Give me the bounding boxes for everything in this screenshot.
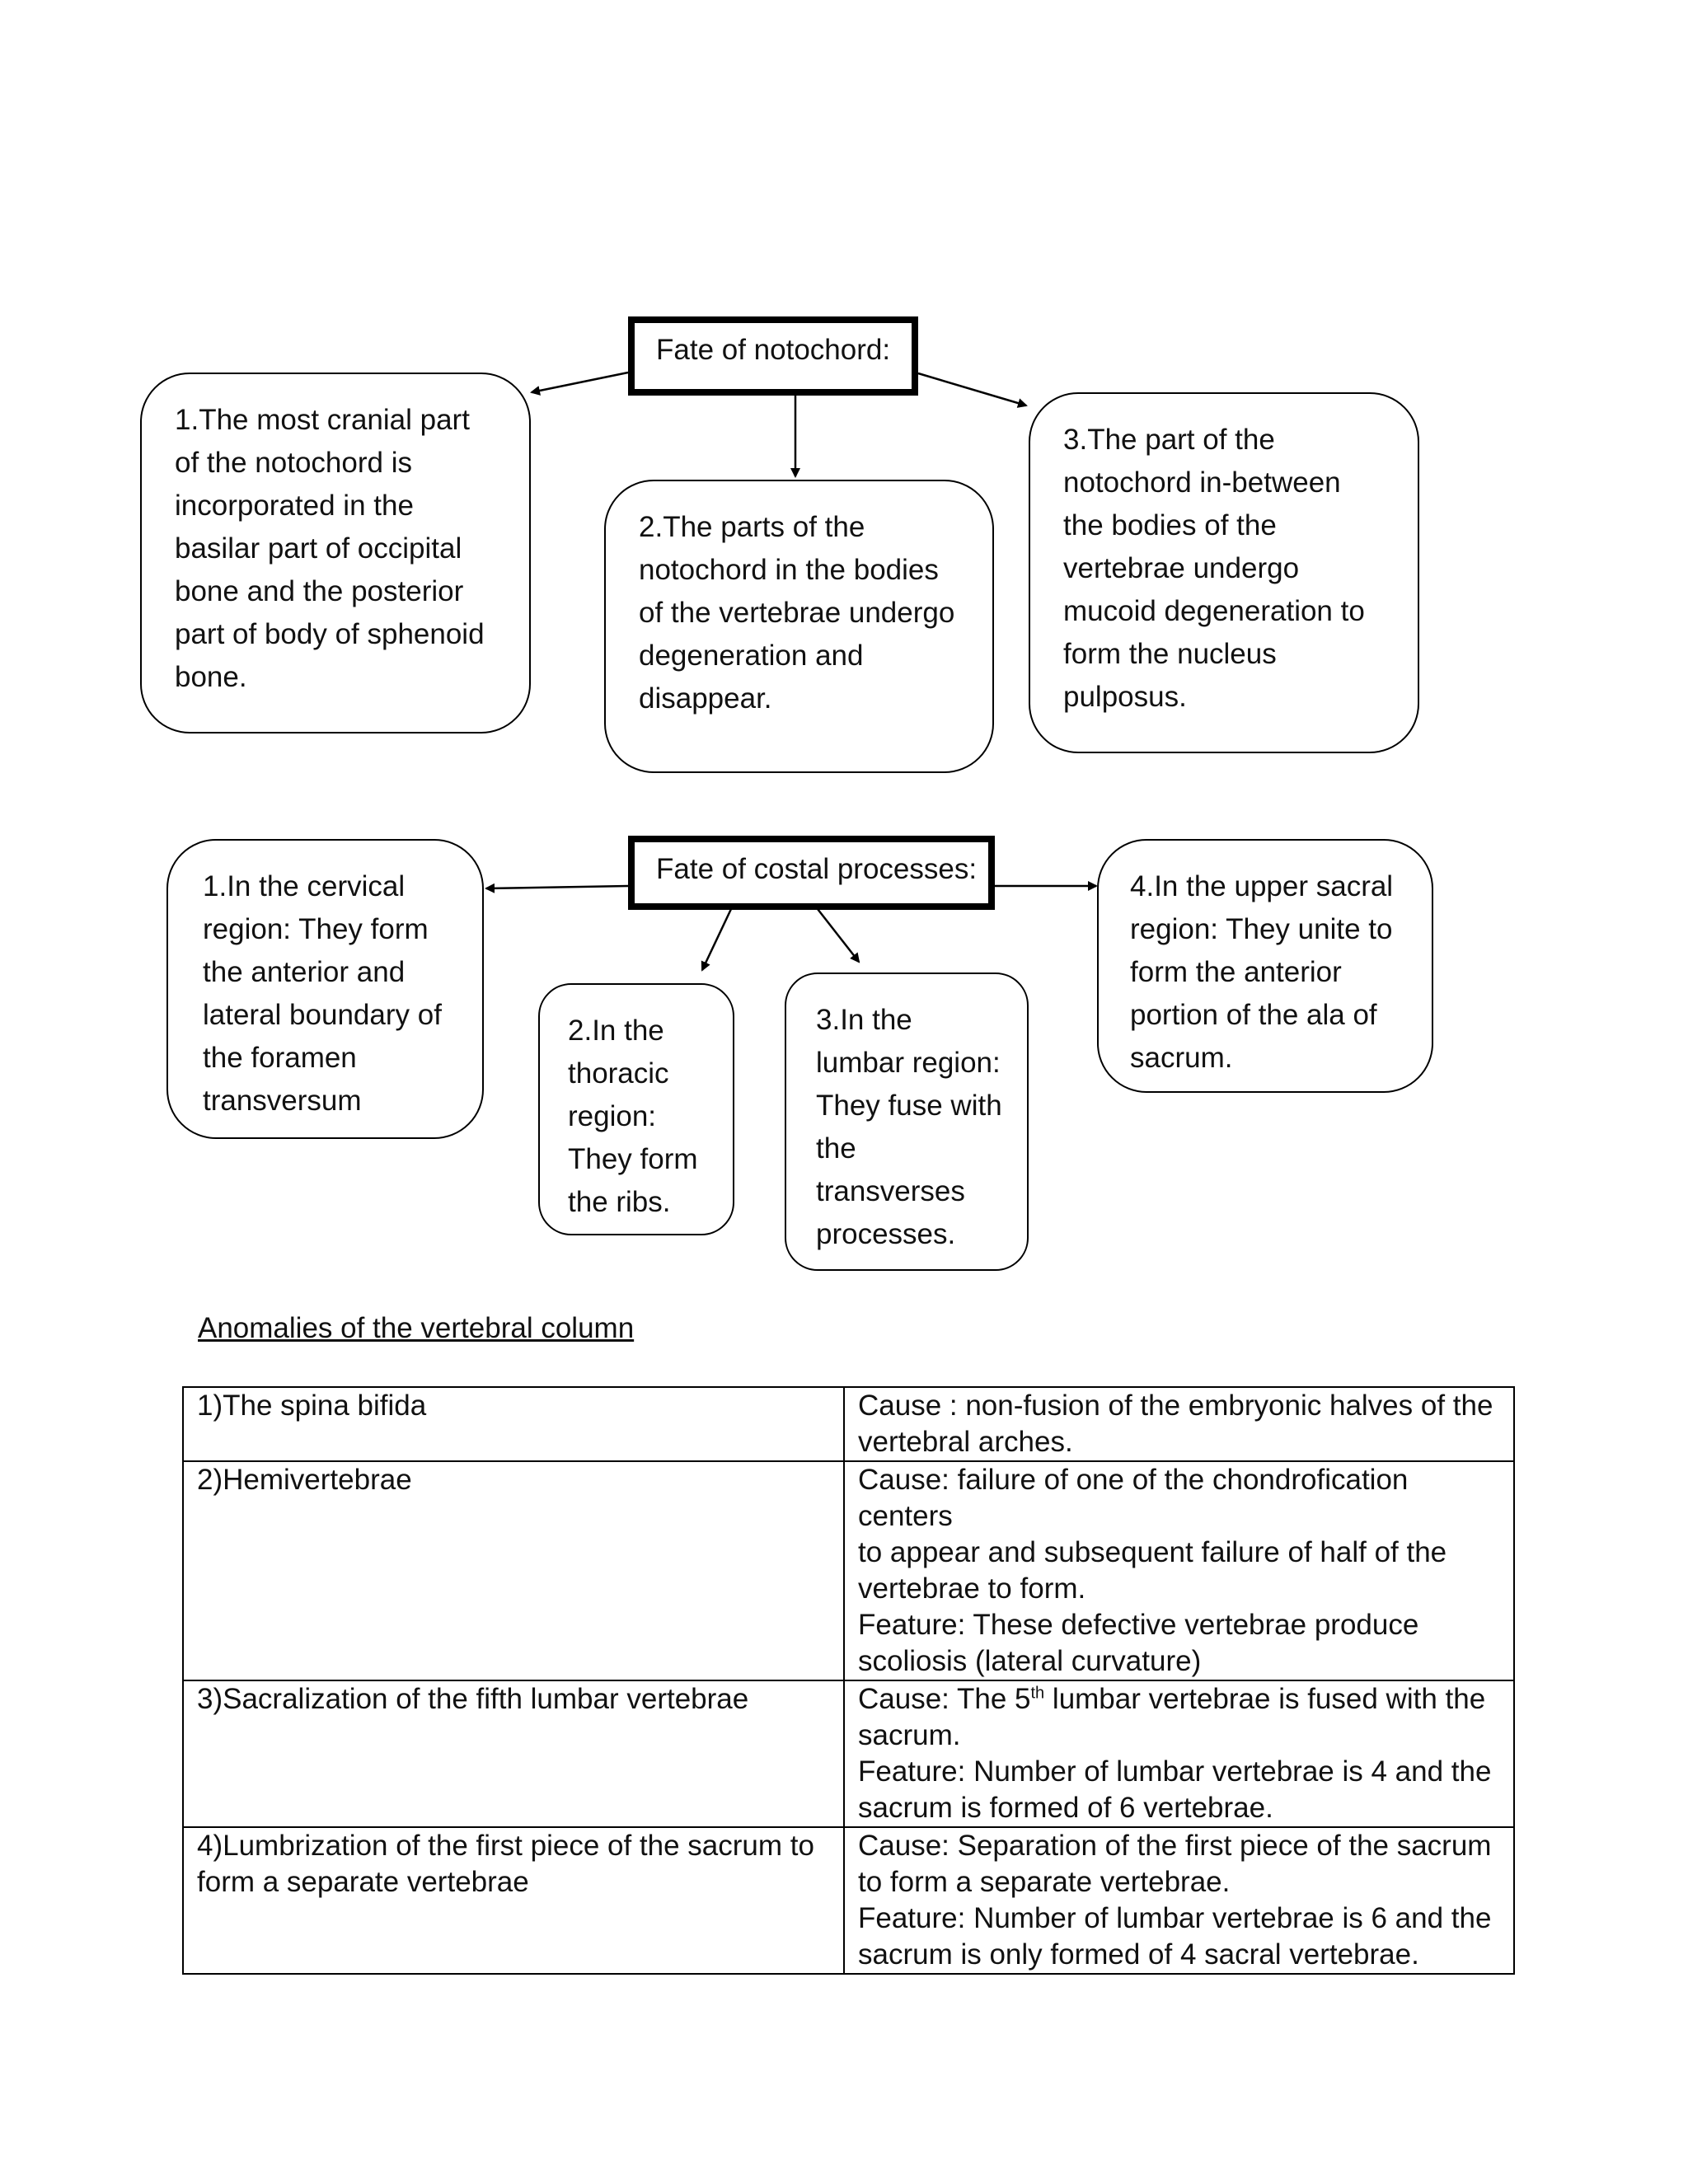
anomaly-detail-cell [844, 1387, 1514, 1461]
box-line: the bodies of the [1063, 509, 1277, 541]
box-line: of the notochord is [175, 447, 412, 479]
notochord-box-2 [604, 480, 994, 773]
box-line: 1.The most cranial part [175, 404, 470, 436]
box-line: 3.In the [816, 1004, 912, 1036]
costal-box-4 [1097, 839, 1433, 1093]
cell-line: form a separate vertebrae [197, 1866, 529, 1898]
box-line: 3.The part of the [1063, 424, 1275, 456]
notochord-box-1 [140, 373, 531, 733]
table-row [183, 1387, 1514, 1461]
cell-line: sacrum is formed of 6 vertebrae. [858, 1792, 1273, 1824]
box-line: region: They unite to [1130, 913, 1393, 945]
box-line: degeneration and [639, 640, 864, 672]
box-line: basilar part of occipital [175, 532, 462, 565]
cell-line: vertebrae to form. [858, 1572, 1086, 1605]
cell-line: scoliosis (lateral curvature) [858, 1645, 1202, 1677]
notochord-title-box [628, 316, 918, 396]
arrow-notochord-to-box1 [532, 373, 628, 392]
box-line: region: [568, 1100, 657, 1132]
box-line: form the anterior [1130, 956, 1342, 988]
box-line: mucoid degeneration to [1063, 595, 1365, 627]
box-line: the [816, 1132, 856, 1165]
costal-title: Fate of costal processes: [656, 853, 978, 885]
anomaly-detail-cell [844, 1827, 1514, 1974]
box-line: pulposus. [1063, 681, 1187, 713]
cell-line: 4)Lumbrization of the first piece of the sacrum to [197, 1830, 814, 1862]
anomaly-name-cell [183, 1461, 844, 1680]
arrow-costal-to-box1 [486, 886, 628, 888]
box-line: transversum [203, 1085, 362, 1117]
box-line: thoracic [568, 1057, 669, 1090]
box-line: transverses [816, 1175, 965, 1207]
anomaly-detail-cell [844, 1680, 1514, 1827]
box-line: the ribs. [568, 1186, 671, 1218]
cell-line: 3)Sacralization of the fifth lumbar vertebrae [197, 1683, 749, 1715]
cell-line: Cause: Separation of the first piece of the sacrum [858, 1830, 1492, 1862]
box-line: notochord in-between [1063, 466, 1341, 499]
cell-line: Cause: failure of one of the chondrofication centers [858, 1464, 1409, 1532]
anomalies-heading: Anomalies of the vertebral column [198, 1312, 635, 1344]
costal-title-box [628, 836, 995, 910]
box-line: the anterior and [203, 956, 406, 988]
box-line: bone and the posterior [175, 575, 464, 607]
box-line: 2.The parts of the [639, 511, 865, 543]
box-line: vertebrae undergo [1063, 552, 1300, 584]
arrow-notochord-to-box3 [918, 373, 1026, 405]
costal-box-1 [166, 839, 484, 1139]
box-line: They fuse with [816, 1090, 1002, 1122]
cell-line: sacrum is only formed of 4 sacral vertebrae. [858, 1938, 1419, 1971]
superscript: th [1030, 1684, 1045, 1703]
cell-text: lumbar vertebrae is fused with the [1044, 1683, 1486, 1715]
box-line: 1.In the cervical [203, 870, 406, 902]
arrow-costal-to-box3 [818, 909, 859, 962]
cell-line: to form a separate vertebrae. [858, 1866, 1231, 1898]
cell-line: Feature: These defective vertebrae produce [858, 1609, 1419, 1641]
box-line: lateral boundary of [203, 999, 442, 1031]
costal-box-2 [538, 983, 734, 1235]
anomaly-name-cell [183, 1680, 844, 1827]
anomaly-name-cell [183, 1827, 844, 1974]
anomaly-name-cell [183, 1387, 844, 1461]
table-row [183, 1680, 1514, 1827]
table-row [183, 1461, 1514, 1680]
box-line: region: They form [203, 913, 429, 945]
cell-line: sacrum. [858, 1719, 961, 1751]
box-line: lumbar region: [816, 1047, 1001, 1079]
box-line: processes. [816, 1218, 956, 1250]
costal-box-3 [785, 972, 1029, 1271]
anomaly-detail-cell [844, 1461, 1514, 1680]
cell-line: to appear and subsequent failure of half of the [858, 1536, 1447, 1568]
box-line: of the vertebrae undergo [639, 597, 955, 629]
anomalies-table [182, 1386, 1515, 1975]
box-line: 2.In the [568, 1015, 664, 1047]
box-line: the foramen [203, 1042, 357, 1074]
box-line: disappear. [639, 682, 772, 715]
box-line: They form [568, 1143, 698, 1175]
cell-line [858, 1681, 1500, 1718]
box-line: portion of the ala of [1130, 999, 1377, 1031]
box-line: sacrum. [1130, 1042, 1233, 1074]
box-line: part of body of sphenoid [175, 618, 485, 650]
arrow-costal-to-box2 [702, 909, 731, 970]
notochord-title: Fate of notochord: [656, 334, 891, 366]
cell-line: Cause : non-fusion of the embryonic halves of the [858, 1390, 1493, 1422]
box-line: form the nucleus [1063, 638, 1277, 670]
box-line: 4.In the upper sacral [1130, 870, 1394, 902]
cell-line: 1)The spina bifida [197, 1390, 427, 1422]
box-line: incorporated in the [175, 490, 414, 522]
cell-text: Cause: The 5 [858, 1683, 1031, 1715]
box-line: notochord in the bodies [639, 554, 939, 586]
box-line: bone. [175, 661, 247, 693]
cell-line: 2)Hemivertebrae [197, 1464, 412, 1496]
cell-line: Feature: Number of lumbar vertebrae is 4 and the [858, 1755, 1492, 1788]
cell-line: vertebral arches. [858, 1426, 1073, 1458]
notochord-box-3 [1029, 392, 1419, 753]
cell-line: Feature: Number of lumbar vertebrae is 6 and the [858, 1902, 1492, 1934]
table-row [183, 1827, 1514, 1974]
